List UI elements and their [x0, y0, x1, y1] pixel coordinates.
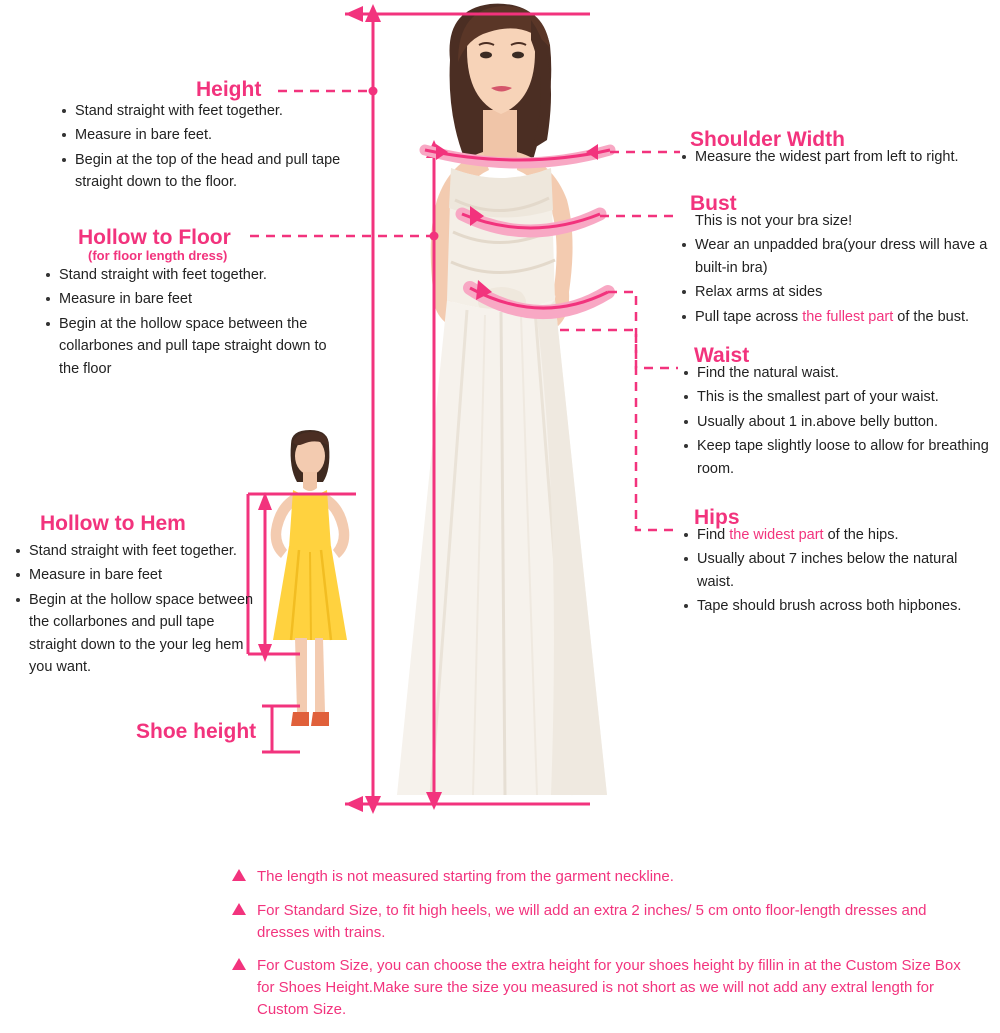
footnote-item — [232, 955, 977, 1020]
list-item: Begin at the top of the head and pull tape straight down to the floor. — [60, 149, 360, 194]
height-leader-line — [278, 87, 378, 96]
warning-triangle-icon — [232, 903, 246, 915]
footnotes — [232, 866, 977, 1033]
highlight-text: the fullest part — [802, 308, 894, 325]
shoe-height-heading: Shoe height — [136, 720, 257, 743]
list-item: Stand straight with feet together. — [60, 100, 360, 122]
list-item: Tape should brush across both hipbones. — [682, 595, 992, 617]
hips-heading: Hips — [694, 506, 740, 529]
list-item: Begin at the hollow space between the collarbones and pull tape straight down to the floor — [44, 313, 344, 380]
shoulder-width-heading: Shoulder Width — [690, 128, 845, 151]
hollow-to-hem-list — [14, 540, 259, 681]
warning-triangle-icon — [232, 958, 246, 970]
bust-tape — [462, 206, 680, 231]
list-item: Begin at the hollow space between the collarbones and pull tape straight down to the your leg hem you want. — [14, 589, 259, 679]
height-list — [60, 100, 360, 196]
footnote-text: For Custom Size, you can choose the extra height for your shoes height by fillin in at the Custom Size Box for Shoes Height.Make sure the size you measured is not short as we will not add any extral length for Custom Size. — [257, 957, 961, 1018]
list-item: Usually about 1 in.above belly button. — [682, 411, 992, 433]
footnote-item — [232, 866, 977, 888]
list-item: Relax arms at sides — [680, 281, 998, 303]
shoe-height-measure-arrow — [262, 706, 300, 752]
shoulder-width-tape — [425, 144, 680, 163]
list-item: This is the smallest part of your waist. — [682, 386, 992, 408]
waist-tape — [470, 280, 678, 368]
hollow-to-hem-measure-arrow — [248, 492, 356, 662]
list-item-hips-widest: Find the widest part of the hips. — [682, 524, 992, 546]
footnote-text: For Standard Size, to fit high heels, we will add an extra 2 inches/ 5 cm onto floor-length dresses and dresses with trains. — [257, 901, 927, 941]
list-item: Measure the widest part from left to right. — [680, 146, 1000, 168]
list-item: Wear an unpadded bra(your dress will have a built-in bra) — [680, 234, 998, 279]
waist-heading: Waist — [694, 344, 750, 367]
bust-heading: Bust — [690, 192, 737, 215]
list-item: Stand straight with feet together. — [44, 264, 344, 286]
list-item: Measure in bare feet — [14, 564, 259, 586]
shoulder-width-list — [680, 146, 1000, 170]
hips-list — [682, 524, 992, 620]
footnote-text: The length is not measured starting from the garment neckline. — [257, 868, 674, 885]
list-item: Keep tape slightly loose to allow for breathing room. — [682, 435, 992, 480]
hollow-to-floor-heading: Hollow to Floor — [78, 226, 231, 249]
list-item-bust-fullest: Pull tape across the fullest part of the bust. — [680, 306, 998, 328]
hollow-to-floor-subheading: (for floor length dress) — [88, 248, 228, 263]
hollow-to-hem-heading: Hollow to Hem — [40, 512, 186, 535]
list-item: Find the natural waist. — [682, 362, 992, 384]
list-item: This is not your bra size! — [695, 213, 853, 229]
warning-triangle-icon — [232, 869, 246, 881]
bust-list — [680, 210, 998, 330]
hollow-to-floor-list — [44, 264, 344, 382]
list-item: Measure in bare feet — [44, 288, 344, 310]
list-item: Stand straight with feet together. — [14, 540, 259, 562]
highlight-text: the widest part — [729, 527, 824, 543]
height-measure-arrow — [345, 4, 590, 814]
list-item: Measure in bare feet. — [60, 124, 360, 146]
height-heading: Height — [196, 78, 262, 101]
footnote-item — [232, 900, 977, 944]
list-item: Usually about 7 inches below the natural waist. — [682, 548, 992, 593]
hips-leader-line — [560, 330, 678, 530]
hollow-to-floor-leader-line — [250, 232, 439, 241]
waist-list — [682, 362, 992, 482]
